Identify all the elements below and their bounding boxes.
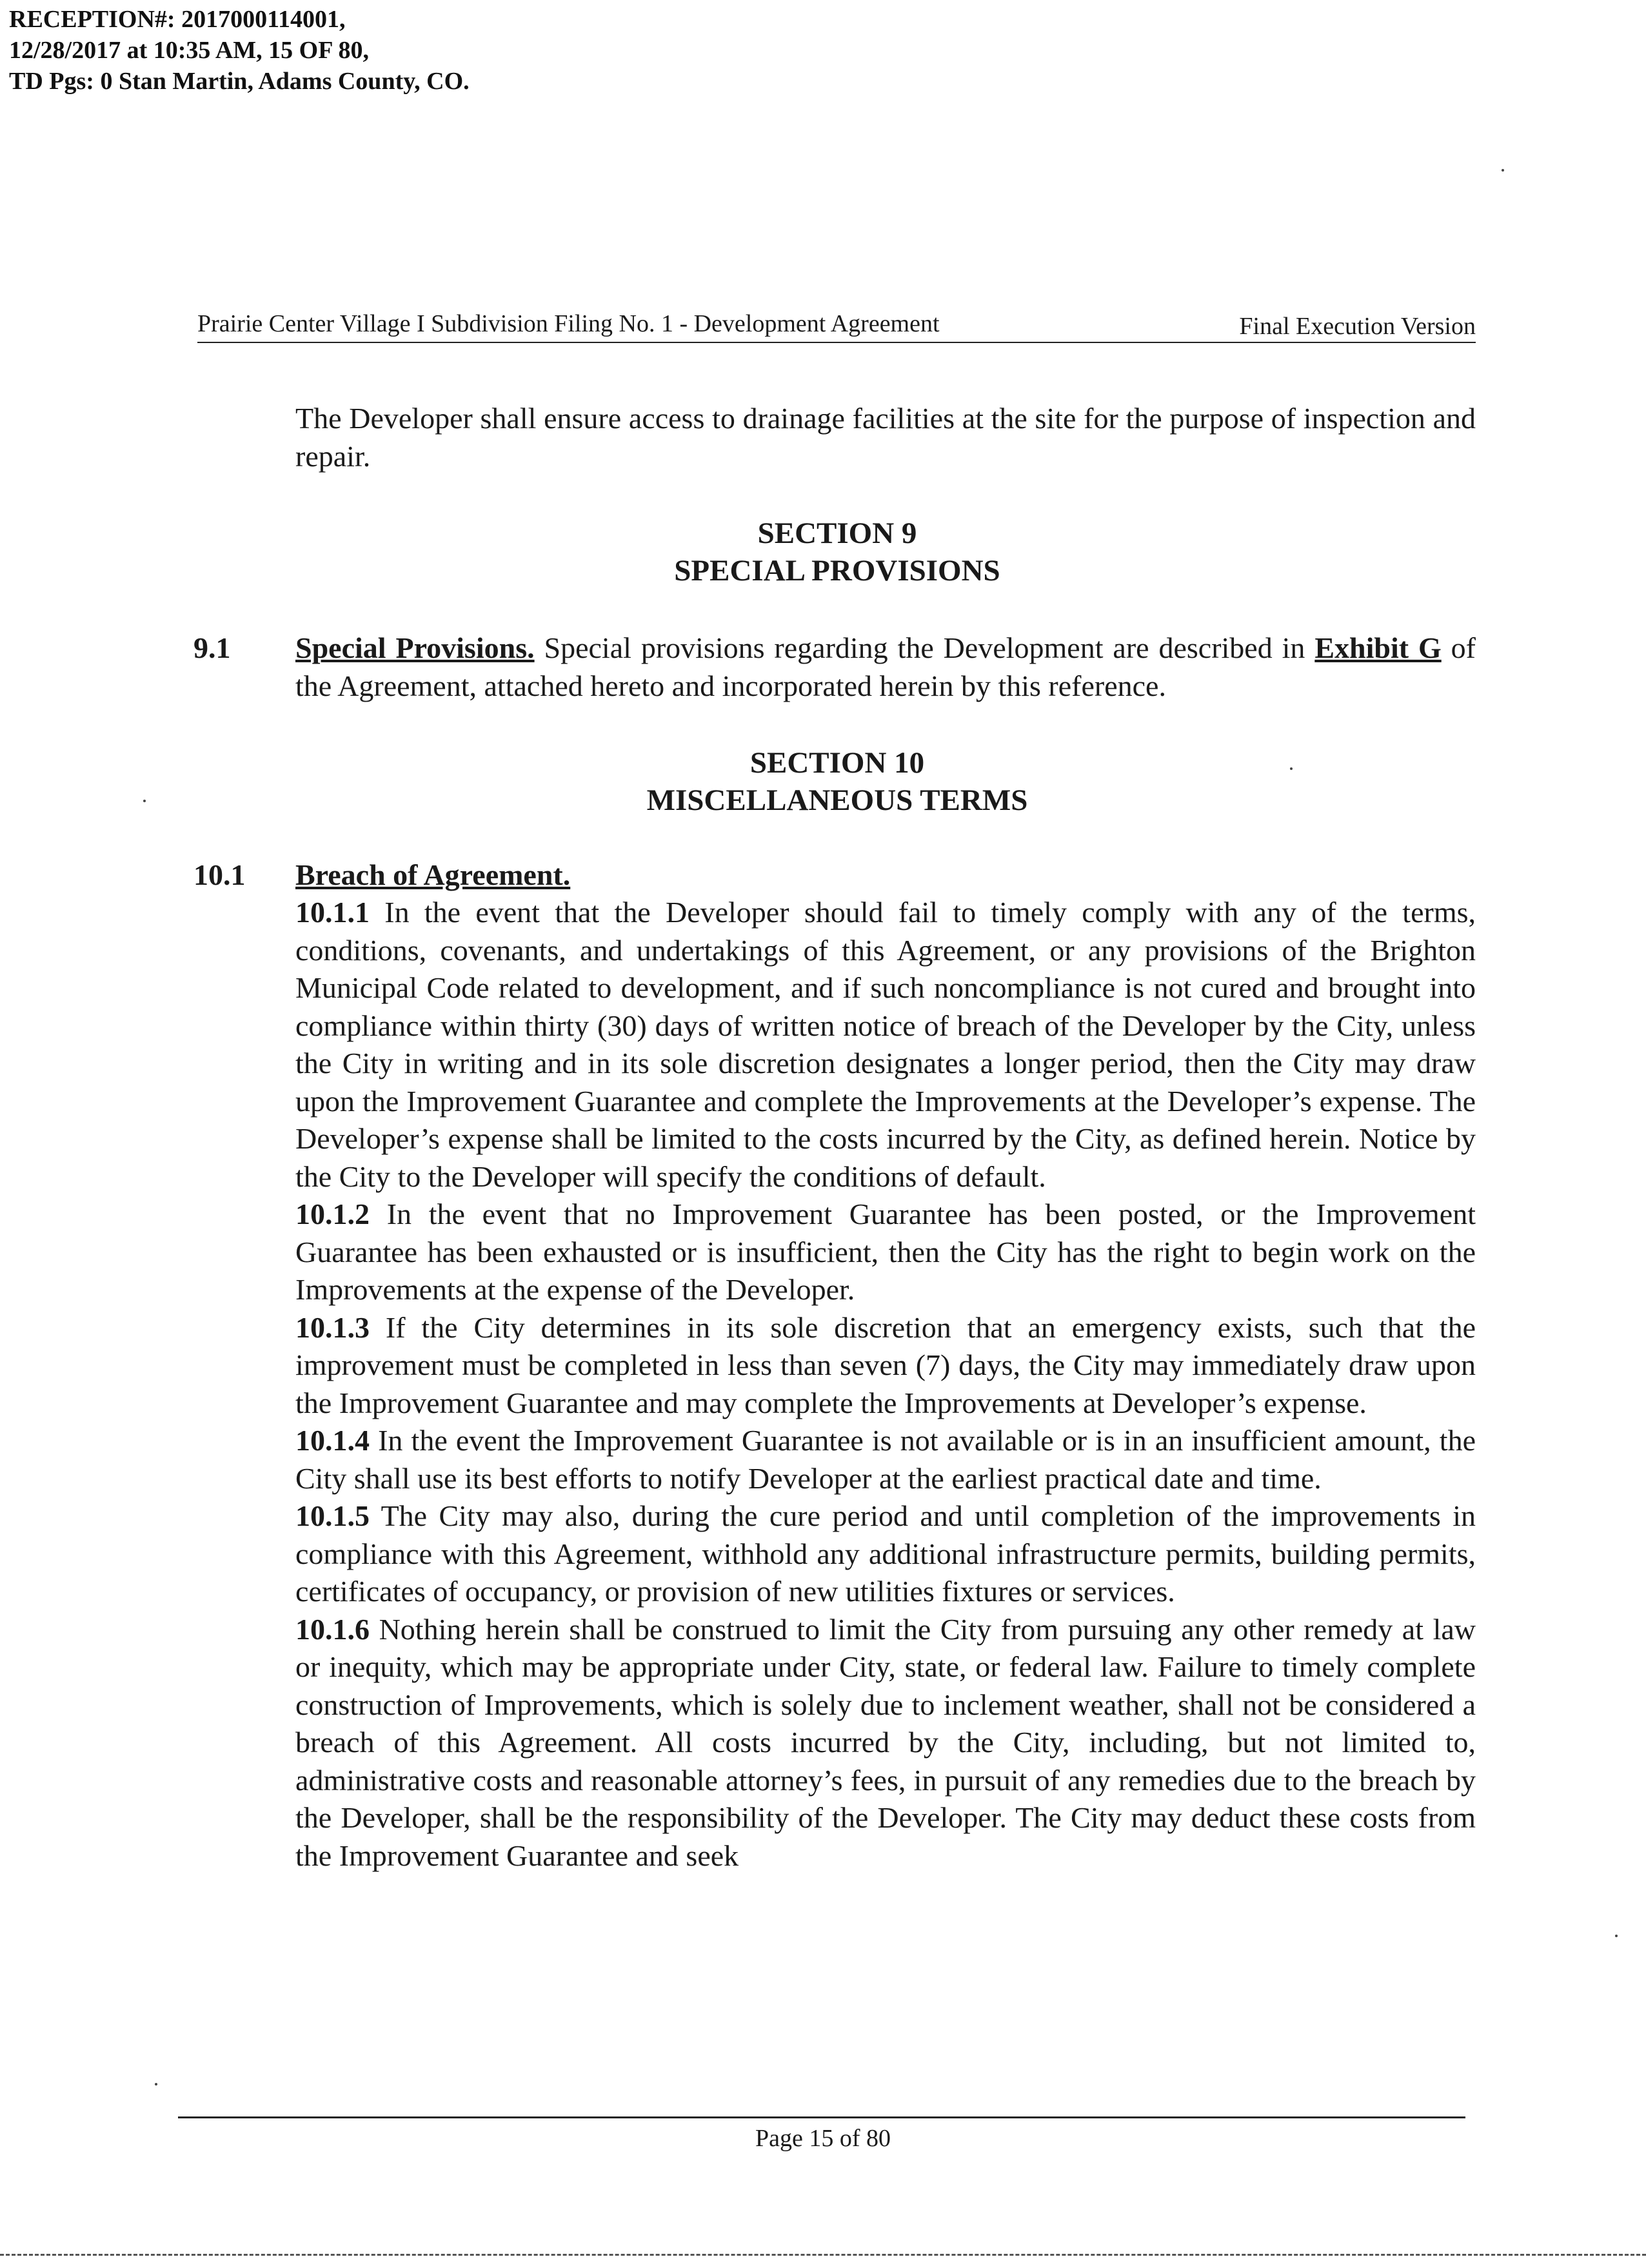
subclause-text: The City may also, during the cure period and until completion of the improvements in compliance with this Agreement, withhold any additional infrastructure permits, building permits, certificates of occupancy, or provision of new utilities fixtures or services. [295, 1499, 1476, 1608]
subclause-number: 10.1.3 [295, 1310, 370, 1344]
section-10-number: SECTION 10 [749, 746, 925, 780]
subclause-10-1-6 [295, 1611, 1476, 1875]
clause-10-1-heading: Breach of Agreement. [295, 858, 571, 891]
exhibit-g-reference: Exhibit G [1314, 631, 1442, 664]
footer-rule [178, 2116, 1465, 2118]
stamp-line-3: TD Pgs: 0 Stan Martin, Adams County, CO. [9, 68, 470, 95]
section-9-number: SECTION 9 [757, 517, 917, 550]
subclause-text: Nothing herein shall be construed to limit the City from pursuing any other remedy at law or inequity, which may be appropriate under City, state, or federal law. Failure to timely complete construction of Improvements, which is solely due to inclement weather, shall not be considered a breach of this Agreement. All costs incurred by the City, including, but not limited to, administrative costs and reasonable attorney’s fees, in pursuit of any remedies due to the breach by the Developer, shall be the responsibility of the Developer. The City may deduct these costs from the Improvement Guarantee and seek [295, 1612, 1476, 1872]
subclause-number: 10.1.5 [295, 1499, 370, 1532]
document-title: Prairie Center Village I Subdivision Filing No. 1 - Development Agreement [197, 310, 940, 337]
subclause-10-1-1 [295, 894, 1476, 1196]
subclause-number: 10.1.6 [295, 1612, 370, 1646]
running-header [197, 303, 1476, 343]
clause-9-1-number: 9.1 [193, 631, 231, 664]
section-9-title: SPECIAL PROVISIONS [674, 554, 1000, 587]
scan-speck [1615, 1935, 1618, 1937]
scan-speck [143, 800, 146, 802]
section-10-title: MISCELLANEOUS TERMS [646, 784, 1028, 817]
section-10-heading [295, 744, 1379, 819]
subclause-text: In the event that the Developer should fail to timely comply with any of the terms, conditions, covenants, and undertakings of this Agreement, or any provisions of the Brighton Municipal Code related to development, and if such noncompliance is not cured and brought into compliance within thirty (30) days of written notice of breach of the Developer by the City, unless the City in writing and in its sole discretion designates a longer period, then the City may draw upon the Improvement Guarantee and complete the Improvements at the Developer’s expense. The Developer’s expense shall be limited to the costs incurred by the City, as defined herein. Notice by the City to the Developer will specify the conditions of default. [295, 896, 1476, 1193]
subclause-text: In the event that no Improvement Guarantee has been posted, or the Improvement Guarantee has been exhausted or is insufficient, then the City has the right to begin work on the Improvements at the expense of the Developer. [295, 1198, 1476, 1306]
clause-9-1-text-after: of the Agreement, attached hereto and incorporated herein by this reference. [295, 631, 1476, 702]
subclause-10-1-5 [295, 1497, 1476, 1611]
clause-9-1-heading: Special Provisions. [295, 631, 535, 664]
scan-speck [1290, 767, 1293, 770]
subclause-10-1-4 [295, 1422, 1476, 1497]
subclause-text: In the event the Improvement Guarantee is not available or is in an insufficient amount, the City shall use its best efforts to notify Developer at the earliest practical date and time. [295, 1424, 1476, 1495]
version-label: Final Execution Version [1239, 313, 1476, 340]
recording-stamp [9, 4, 470, 97]
stamp-line-1: RECEPTION#: 2017000114001, [9, 6, 346, 33]
subclause-number: 10.1.1 [295, 896, 370, 929]
subclause-text: If the City determines in its sole discretion that an emergency exists, such that the improvement must be completed in less than seven (7) days, the City may immediately draw upon the Improvement Guarantee and may complete the Improvements at Developer’s expense. [295, 1310, 1476, 1419]
subclauses-block [295, 894, 1476, 1875]
scan-edge-dashes [0, 2254, 1646, 2256]
subclause-number: 10.1.2 [295, 1198, 370, 1230]
subclause-number: 10.1.4 [295, 1424, 370, 1457]
subclause-10-1-2 [295, 1196, 1476, 1309]
clause-9-1 [295, 629, 1476, 705]
subclause-10-1-3 [295, 1309, 1476, 1423]
scan-speck [155, 2083, 157, 2086]
section-9-heading [295, 515, 1379, 589]
intro-paragraph: The Developer shall ensure access to drainage facilities at the site for the purpose of inspection and repair. [295, 402, 1476, 473]
scan-speck [1502, 169, 1504, 172]
page-number: Page 15 of 80 [755, 2125, 891, 2152]
stamp-line-2: 12/28/2017 at 10:35 AM, 15 OF 80, [9, 37, 369, 64]
clause-9-1-text-before: Special provisions regarding the Development are described in [534, 631, 1315, 664]
clause-10-1 [295, 856, 1476, 894]
clause-10-1-number: 10.1 [193, 858, 246, 891]
